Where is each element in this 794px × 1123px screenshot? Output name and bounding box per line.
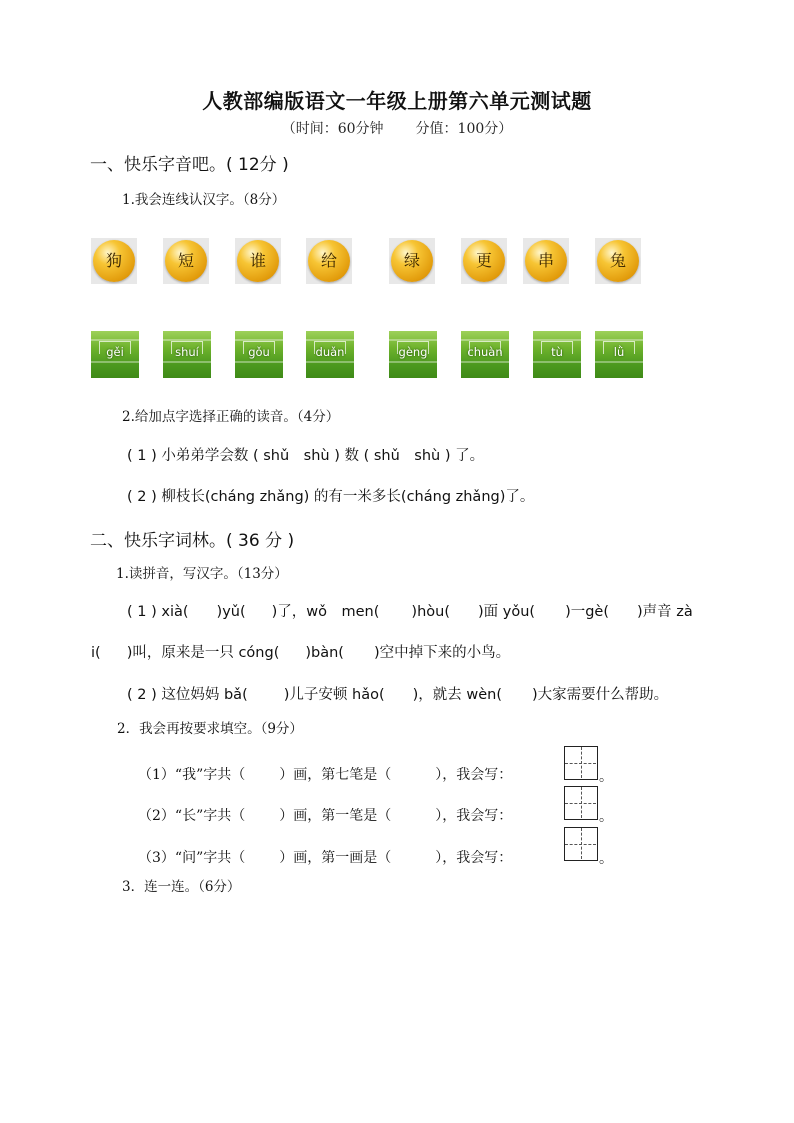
row-end-mark: 。 xyxy=(599,769,613,785)
fill-row-3: （3）“问”字共（ ）画，第一画是（ ），我会写： xyxy=(138,850,513,866)
pinyin-tile: chuàn xyxy=(461,331,509,378)
question-2-1-para-1-line-1: ( 1 ) xià( )yǔ( )了，wǒ men( )hòu( )面 yǒu( )一gè( )声音 zà xyxy=(127,604,693,620)
writing-grid[interactable] xyxy=(564,786,598,820)
char-ball: 狗 xyxy=(91,238,137,284)
row-end-mark: 。 xyxy=(599,809,613,825)
pinyin-tile: gǒu xyxy=(235,331,283,378)
question-2-1-prompt: 1.读拼音，写汉字。（13分） xyxy=(116,566,288,582)
question-2-1-para-2: ( 2 ) 这位妈妈 bǎ( )儿子安顿 hǎo( )，就去 wèn( )大家需要什么帮助。 xyxy=(127,687,669,703)
time-limit: （时间：60分钟 xyxy=(281,121,384,137)
char-ball: 兔 xyxy=(595,238,641,284)
writing-grid[interactable] xyxy=(564,746,598,780)
page-title: 人教部编版语文一年级上册第六单元测试题 xyxy=(202,89,592,113)
exam-info xyxy=(0,118,794,138)
total-score: 分值：100分） xyxy=(415,121,513,137)
pinyin-tile: gěi xyxy=(91,331,139,378)
question-1-2-line-1: ( 1 ) 小弟弟学会数 ( shǔ shù ) 数 ( shǔ shù ) 了。 xyxy=(127,448,485,464)
pinyin-tile: lǜ xyxy=(595,331,643,378)
pinyin-tile: gèng xyxy=(389,331,437,378)
writing-grid[interactable] xyxy=(564,827,598,861)
char-ball: 谁 xyxy=(235,238,281,284)
char-ball: 更 xyxy=(461,238,507,284)
pinyin-tile: duǎn xyxy=(306,331,354,378)
char-ball: 给 xyxy=(306,238,352,284)
question-2-3-prompt: 3．连一连。（6分） xyxy=(122,879,241,895)
question-1-1-prompt: 1.我会连线认汉字。（8分） xyxy=(122,192,286,208)
question-1-2-prompt: 2.给加点字选择正确的读音。（4分） xyxy=(122,409,340,425)
question-1-2-line-2: ( 2 ) 柳枝长(cháng zhǎng) 的有一米多长(cháng zhǎng)了。 xyxy=(127,489,535,505)
char-ball: 短 xyxy=(163,238,209,284)
pinyin-tile: shuí xyxy=(163,331,211,378)
section-1-heading: 一、快乐字音吧。( 12分 ) xyxy=(90,155,289,175)
section-2-heading: 二、快乐字词林。( 36 分 ) xyxy=(90,531,295,551)
char-ball: 绿 xyxy=(389,238,435,284)
row-end-mark: 。 xyxy=(599,851,613,867)
fill-row-1: （1）“我”字共（ ）画，第七笔是（ ），我会写： xyxy=(138,767,513,783)
char-ball: 串 xyxy=(523,238,569,284)
question-2-1-para-1-line-2: i( )叫，原来是一只 cóng( )bàn( )空中掉下来的小鸟。 xyxy=(91,645,511,661)
fill-row-2: （2）“长”字共（ ）画，第一笔是（ ），我会写： xyxy=(138,808,513,824)
pinyin-tile: tù xyxy=(533,331,581,378)
question-2-2-prompt: 2．我会再按要求填空。（9分） xyxy=(117,721,303,737)
